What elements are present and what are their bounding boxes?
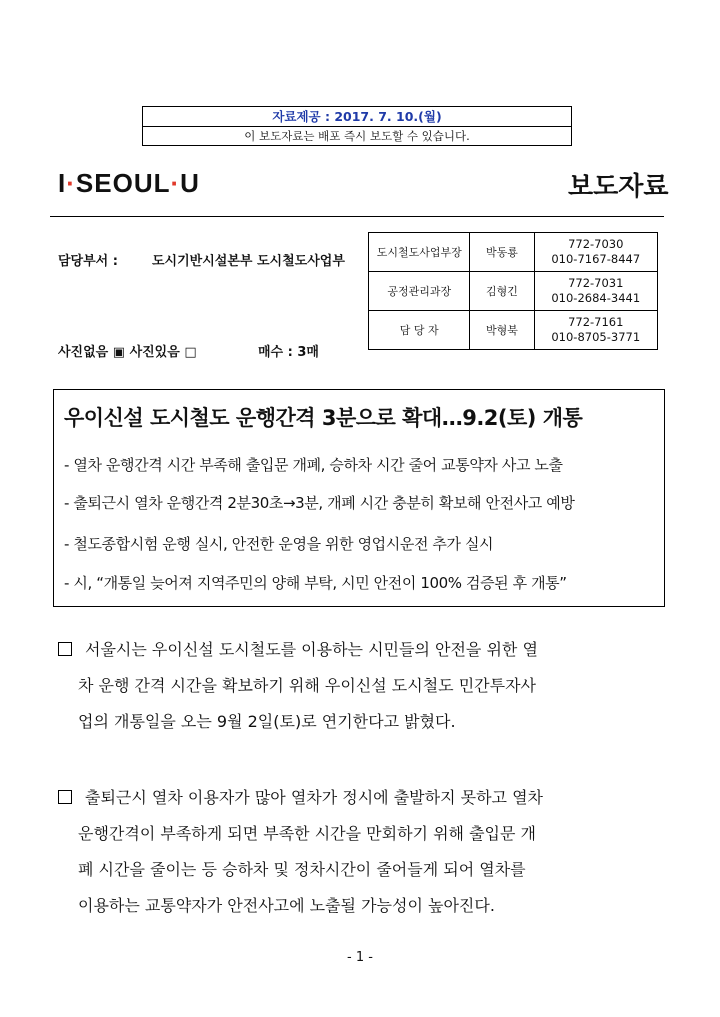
release-info-box <box>142 106 572 146</box>
contact-phone-mobile: 010-8705-3771 <box>551 330 641 344</box>
contact-phone <box>534 233 657 272</box>
paragraph-line: 서울시는 우이신설 도시철도를 이용하는 시민들의 안전을 위한 열 <box>85 640 538 659</box>
contact-phone <box>534 272 657 311</box>
paragraph-line: 차 운행 간격 시간을 확보하기 위해 우이신설 도시철도 민간투자사 <box>78 676 537 695</box>
checkbox-bullet-icon <box>58 642 72 656</box>
paragraph-line: 운행간격이 부족하게 되면 부족한 시간을 만회하기 위해 출입문 개 <box>78 824 537 843</box>
logo-part-i: I <box>58 168 67 198</box>
release-date: 자료제공 : 2017. 7. 10.(월) <box>143 107 571 127</box>
body-paragraph <box>58 780 658 924</box>
contact-phone <box>534 311 657 350</box>
contact-phone-office: 772-7161 <box>568 315 624 329</box>
body-paragraph <box>58 632 658 740</box>
contact-phone-mobile: 010-7167-8447 <box>551 252 641 266</box>
paragraph-line: 이용하는 교통약자가 안전사고에 노출될 가능성이 높아진다. <box>78 896 495 915</box>
release-note: 이 보도자료는 배포 즉시 보도할 수 있습니다. <box>244 129 470 143</box>
headline: 우이신설 도시철도 운행간격 3분으로 확대…9.2(토) 개통 <box>64 406 583 430</box>
paragraph-line: 폐 시간을 줄이는 등 승하차 및 정차시간이 줄어들게 되어 열차를 <box>78 860 526 879</box>
dept-label: 담당부서 : <box>58 254 118 269</box>
contact-row <box>369 311 658 350</box>
paragraph-line: 출퇴근시 열차 이용자가 많아 열차가 정시에 출발하지 못하고 열차 <box>85 788 544 807</box>
sub-bullet: - 철도종합시험 운행 실시, 안전한 운영을 위한 영업시운전 추가 실시 <box>64 535 494 553</box>
contact-phone-office: 772-7030 <box>568 237 624 251</box>
contact-role: 담 당 자 <box>369 311 470 350</box>
checkbox-bullet-icon <box>58 790 72 804</box>
header-divider <box>50 216 664 217</box>
logo-dot-1: · <box>66 168 76 198</box>
contact-phone-mobile: 010-2684-3441 <box>551 291 641 305</box>
logo-part-u: U <box>180 168 200 198</box>
contact-name: 박동룡 <box>470 233 534 272</box>
contact-phone-office: 772-7031 <box>568 276 624 290</box>
paragraph-line: 업의 개통일을 오는 9월 2일(토)로 연기한다고 밝혔다. <box>78 712 456 731</box>
contact-name: 박형북 <box>470 311 534 350</box>
photo-status: 사진없음 ▣ 사진있음 □ <box>58 345 197 360</box>
logo-part-seoul: SEOUL <box>75 168 171 198</box>
page-number: - 1 - <box>347 950 373 965</box>
contact-role: 공정관리과장 <box>369 272 470 311</box>
headline-box <box>53 389 665 607</box>
press-release-title: 보도자료 <box>568 172 669 202</box>
page-count: 매수 : 3매 <box>258 345 319 360</box>
contact-name: 김형긴 <box>470 272 534 311</box>
logo-dot-2: · <box>170 168 181 198</box>
contact-role: 도시철도사업부장 <box>369 233 470 272</box>
contact-table <box>368 232 658 350</box>
dept-value: 도시기반시설본부 도시철도사업부 <box>152 254 345 269</box>
sub-bullet: - 열차 운행간격 시간 부족해 출입문 개폐, 승하차 시간 줄어 교통약자 사고 노출 <box>64 456 563 474</box>
contact-row <box>369 233 658 272</box>
sub-bullet: - 시, “개통일 늦어져 지역주민의 양해 부탁, 시민 안전이 100% 검증된 후 개통” <box>64 574 567 592</box>
seoul-logo <box>58 168 200 199</box>
sub-bullet: - 출퇴근시 열차 운행간격 2분30초→3분, 개폐 시간 충분히 확보해 안전사고 예방 <box>64 494 575 512</box>
contact-row <box>369 272 658 311</box>
